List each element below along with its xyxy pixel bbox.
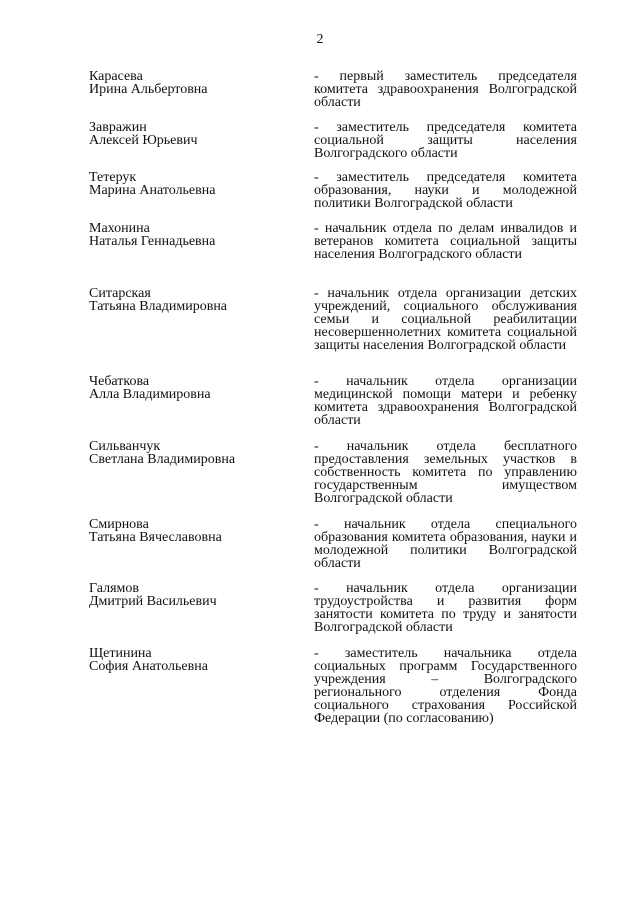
member-role: - начальник отдела организации детских учреждений, социального обслуживания семьи и социальной реабилитации несовершеннолетних комитета социальной защиты населения Волгоградской области xyxy=(314,286,577,353)
member-role: - заместитель начальника отдела социальных программ Государственного учреждения – Волгоградского регионального отделения Фонда социального страхования Российской Федерации (по согласованию) xyxy=(314,646,577,726)
member-given-name: Татьяна Вячеславовна xyxy=(89,530,222,545)
page-number: 2 xyxy=(316,32,324,47)
member-role: - начальник отдела бесплатного предоставления земельных участков в собственность комитета по управлению государственным имуществом Волгоградской области xyxy=(314,439,577,506)
member-surname: Смирнова xyxy=(89,517,149,532)
member-given-name: Татьяна Владимировна xyxy=(89,299,228,314)
member-given-name: Светлана Владимировна xyxy=(89,452,236,467)
member-name xyxy=(89,287,289,313)
member-role: - начальник отдела организации трудоустройства и развития форм занятости комитета по труду и занятости Волгоградской области xyxy=(314,581,577,635)
member-given-name: Дмитрий Васильевич xyxy=(89,594,217,609)
member-surname: Ситарская xyxy=(89,286,151,301)
member-given-name: Марина Анатольевна xyxy=(89,183,216,198)
member-surname: Тетерук xyxy=(89,170,137,185)
member-role: - начальник отдела специального образования комитета образования, науки и молодежной политики Волгоградской области xyxy=(314,517,577,571)
member-name xyxy=(89,518,289,544)
member-given-name: Ирина Альбертовна xyxy=(89,82,208,97)
member-role: - начальник отдела по делам инвалидов и ветеранов комитета социальной защиты населения Волгоградского области xyxy=(314,221,577,262)
member-role: - первый заместитель председателя комитета здравоохранения Волгоградской области xyxy=(314,69,577,110)
member-name xyxy=(89,647,289,673)
member-role: - заместитель председателя комитета образования, науки и молодежной политики Волгоградской области xyxy=(314,170,577,211)
member-role: - заместитель председателя комитета социальной защиты населения Волгоградского области xyxy=(314,120,577,161)
member-surname: Карасева xyxy=(89,69,143,84)
member-given-name: Алла Владимировна xyxy=(89,387,211,402)
member-name xyxy=(89,171,289,197)
member-given-name: Алексей Юрьевич xyxy=(89,133,198,148)
member-surname: Щетинина xyxy=(89,646,152,661)
member-surname: Сильванчук xyxy=(89,439,161,454)
member-name xyxy=(89,440,289,466)
member-role: - начальник отдела организации медицинской помощи матери и ребенку комитета здравоохранения Волгоградской области xyxy=(314,374,577,428)
member-given-name: София Анатольевна xyxy=(89,659,208,674)
member-name xyxy=(89,375,289,401)
member-surname: Чебаткова xyxy=(89,374,150,389)
member-name xyxy=(89,121,289,147)
member-name xyxy=(89,582,289,608)
member-name xyxy=(89,70,289,96)
member-surname: Галямов xyxy=(89,581,139,596)
member-name xyxy=(89,222,289,248)
member-surname: Махонина xyxy=(89,221,150,236)
member-surname: Завражин xyxy=(89,120,147,135)
member-given-name: Наталья Геннадьевна xyxy=(89,234,216,249)
